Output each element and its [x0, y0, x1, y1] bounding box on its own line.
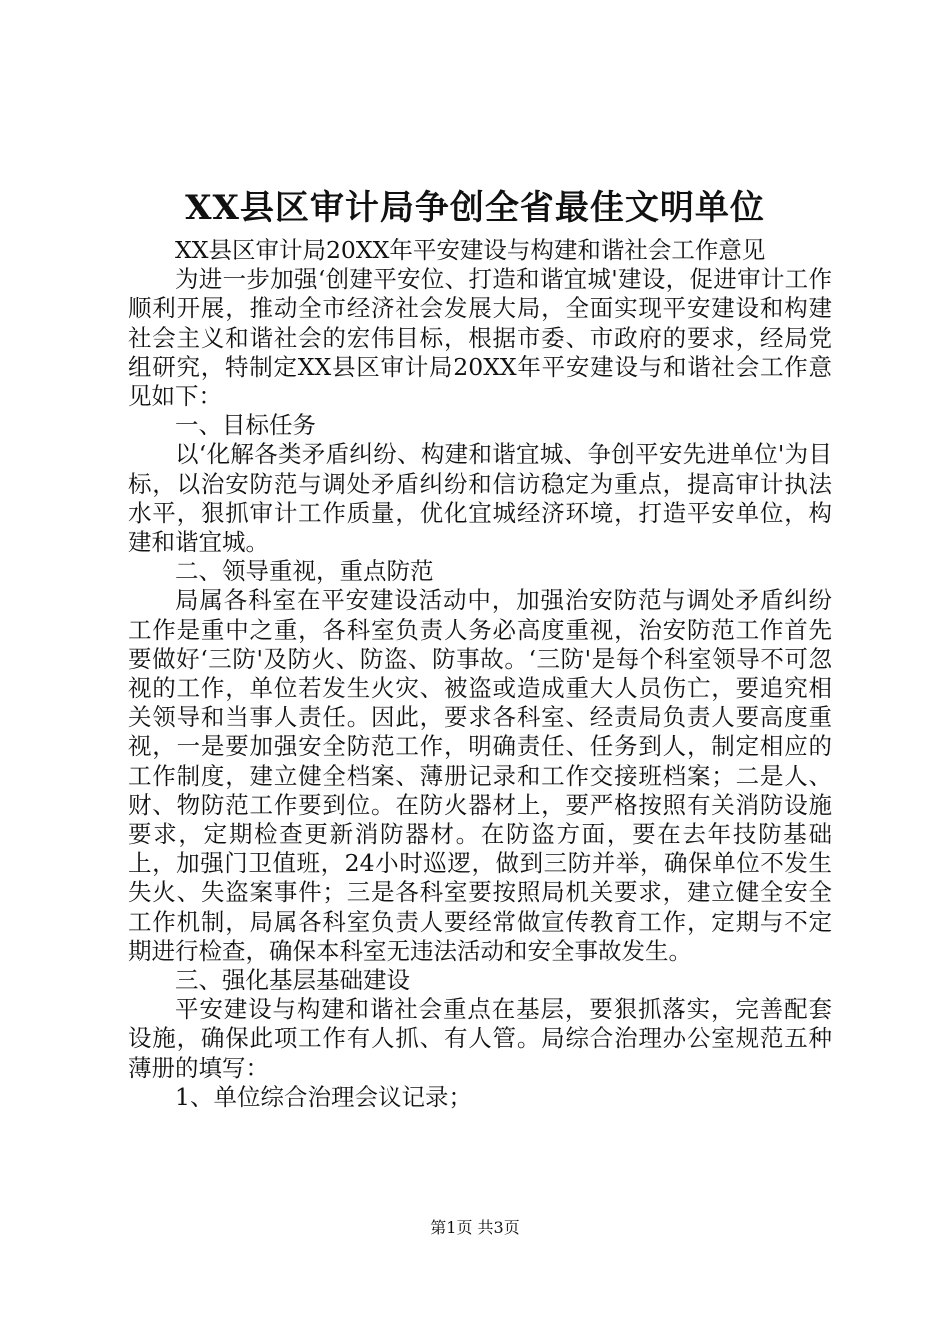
paragraph-section-2: 局属各科室在平安建设活动中，加强治安防范与调处矛盾纠纷工作是重中之重，各科室负责人务必高度重视，治安防范工作首先要做好‘三防'及防火、防盗、防事故。‘三防'是每个科室领导不可忽视的工作，单位若发生火灾、被盗或造成重大人员伤亡，要追究相关领导和当事人责任。因此，要求各科室、经责局负责人要高度重视，一是要加强安全防范工作，明确责任、任务到人，制定相应的工作制度，建立健全档案、薄册记录和工作交接班档案；二是人、财、物防范工作要到位。在防火器材上，要严格按照有关消防设施要求，定期检查更新消防器材。在防盗方面，要在去年技防基础上，加强门卫值班，24小时巡逻，做到三防并举，确保单位不发生失火、失盗案事件；三是各科室要按照局机关要求，建立健全安全工作机制，局属各科室负责人要经常做宣传教育工作，定期与不定期进行检查，确保本科室无违法活动和安全事故发生。	[128, 586, 832, 965]
document-body	[128, 236, 832, 1112]
paragraph-section-1: 以‘化解各类矛盾纠纷、构建和谐宜城、争创平安先进单位'为目标，以治安防范与调处矛盾纠纷和信访稳定为重点，提高审计执法水平，狠抓审计工作质量，优化宜城经济环境，打造平安单位，构建和谐宜城。	[128, 440, 832, 557]
document-title: XX县区审计局争创全省最佳文明单位	[185, 188, 765, 228]
page-footer: 第1页 共3页	[430, 1218, 520, 1237]
section-heading-3: 三、强化基层基础建设	[175, 966, 410, 995]
paragraph-section-3: 平安建设与构建和谐社会重点在基层，要狠抓落实，完善配套设施，确保此项工作有人抓、有人管。局综合治理办公室规范五种薄册的填写：	[128, 995, 832, 1082]
section-heading-2: 二、领导重视，重点防范	[175, 557, 434, 586]
paragraph-heading-line: XX县区审计局20XX年平安建设与构建和谐社会工作意见	[175, 236, 766, 264]
section-heading-1: 一、目标任务	[175, 411, 316, 440]
list-item-1: 1、单位综合治理会议记录；	[175, 1082, 472, 1111]
paragraph-intro: 为进一步加强‘创建平安位、打造和谐宜城'建设，促进审计工作顺利开展，推动全市经济社会发展大局，全面实现平安建设和构建社会主义和谐社会的宏伟目标，根据市委、市政府的要求，经局党组研究，特制定XX县区审计局20XX年平安建设与和谐社会工作意见如下：	[128, 265, 832, 411]
